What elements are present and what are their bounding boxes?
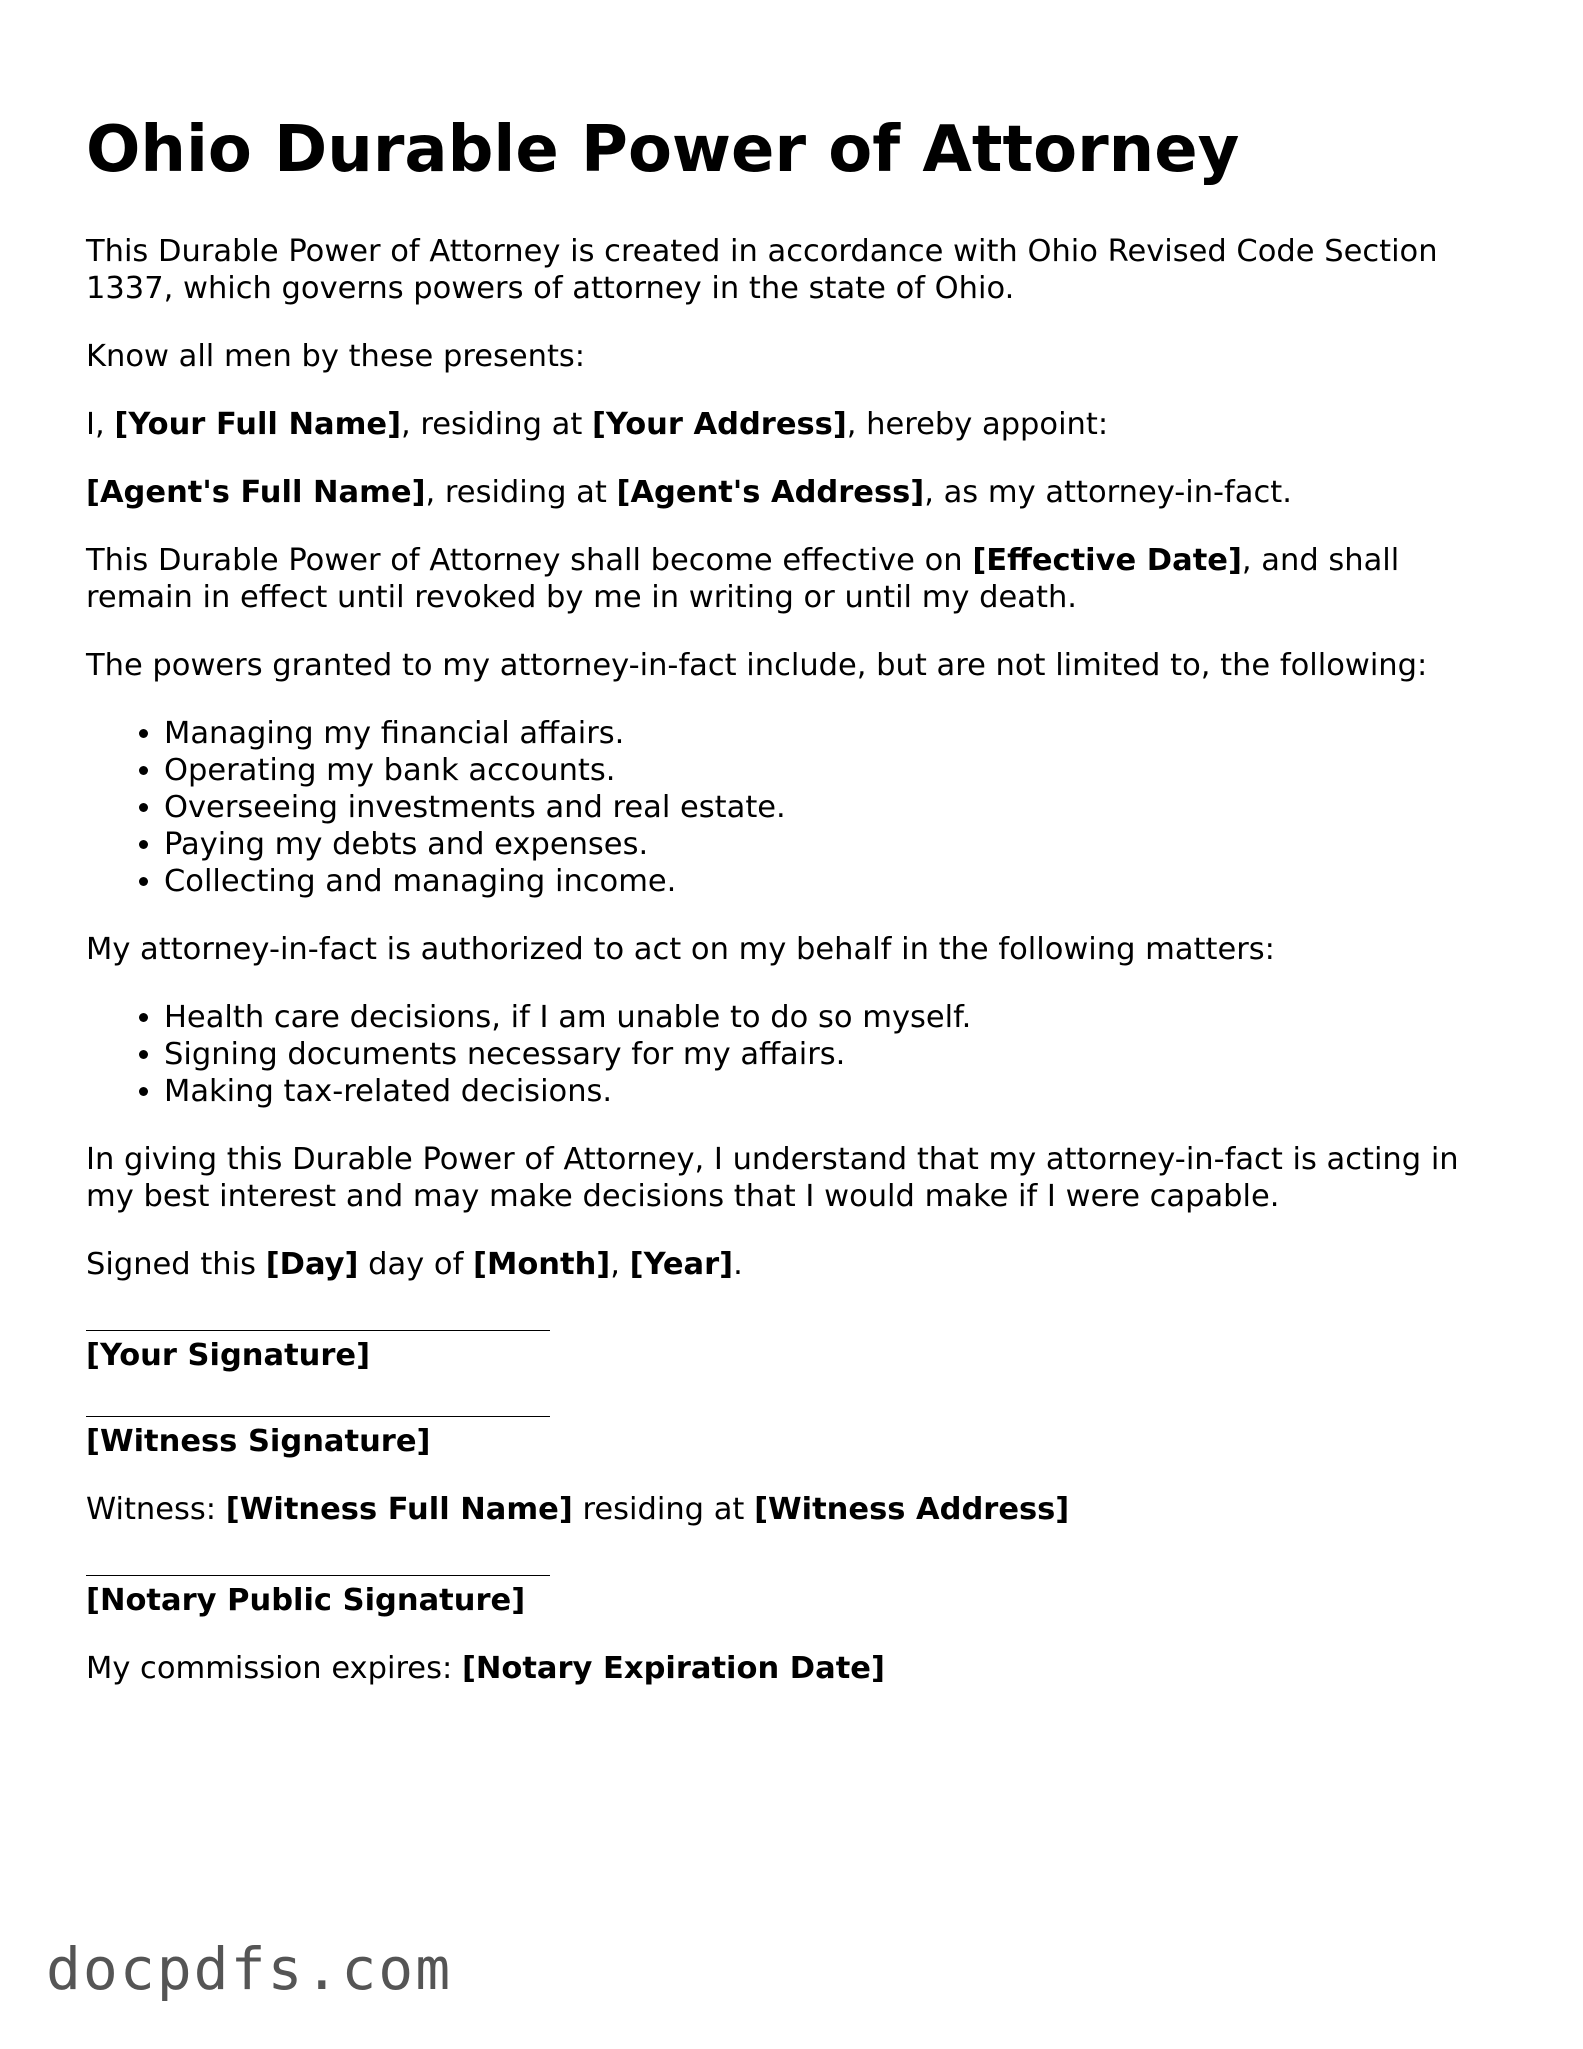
- agent-paragraph: [Agent's Full Name], residing at [Agent's Address], as my attorney-in-fact.: [86, 475, 1292, 510]
- witness-paragraph: Witness: [Witness Full Name] residing at [Witness Address]: [86, 1492, 1070, 1527]
- list-item: • Making tax-related decisions.: [164, 1073, 1506, 1110]
- matters-intro: My attorney-in-fact is authorized to act on my behalf in the following matters:: [86, 932, 1275, 967]
- witness-signature-block: [86, 1416, 1506, 1460]
- watermark-logo: docpdfs.com: [46, 1935, 453, 2003]
- signature-line: [86, 1330, 550, 1331]
- powers-list: [86, 715, 1506, 900]
- year-field: [Year]: [629, 1247, 734, 1282]
- list-item: • Operating my bank accounts.: [164, 752, 1506, 789]
- principal-signature-label: [Your Signature]: [86, 1338, 371, 1373]
- agent-address-field: [Agent's Address]: [616, 475, 925, 510]
- list-item: • Managing my financial affairs.: [164, 715, 1506, 752]
- signature-line: [86, 1575, 550, 1576]
- list-item: • Health care decisions, if I am unable to do so myself.: [164, 999, 1506, 1036]
- month-field: [Month]: [473, 1247, 611, 1282]
- notary-expiration-field: [Notary Expiration Date]: [461, 1651, 885, 1686]
- signed-paragraph: Signed this [Day] day of [Month], [Year].: [86, 1247, 743, 1282]
- powers-intro: The powers granted to my attorney-in-fact include, but are not limited to, the following:: [86, 648, 1428, 683]
- notary-signature-label: [Notary Public Signature]: [86, 1583, 526, 1618]
- intro-paragraph: This Durable Power of Attorney is created in accordance with Ohio Revised Code Section 1337, which governs powers of attorney in the state of Ohio.: [86, 234, 1438, 306]
- list-item: • Paying my debts and expenses.: [164, 826, 1506, 863]
- signature-line: [86, 1416, 550, 1417]
- effective-paragraph: This Durable Power of Attorney shall become effective on [Effective Date], and shall remain in effect until revoked by me in writing or until my death.: [86, 543, 1400, 615]
- document-page: [86, 0, 1506, 1687]
- effective-date-field: [Effective Date]: [972, 543, 1242, 578]
- matters-list: [86, 999, 1506, 1110]
- witness-address-field: [Witness Address]: [754, 1492, 1070, 1527]
- principal-signature-block: [86, 1330, 1506, 1374]
- day-field: [Day]: [265, 1247, 359, 1282]
- list-item: • Overseeing investments and real estate.: [164, 789, 1506, 826]
- agent-name-field: [Agent's Full Name]: [86, 475, 426, 510]
- appoint-paragraph: I, [Your Full Name], residing at [Your Address], hereby appoint:: [86, 407, 1109, 442]
- list-item: • Collecting and managing income.: [164, 863, 1506, 900]
- know-all-paragraph: Know all men by these presents:: [86, 339, 586, 374]
- document-title: Ohio Durable Power of Attorney: [86, 113, 1240, 187]
- witness-signature-label: [Witness Signature]: [86, 1424, 431, 1459]
- list-item: • Signing documents necessary for my affairs.: [164, 1036, 1506, 1073]
- commission-paragraph: My commission expires: [Notary Expiration Date]: [86, 1651, 885, 1686]
- principal-name-field: [Your Full Name]: [114, 407, 402, 442]
- principal-address-field: [Your Address]: [591, 407, 847, 442]
- understanding-paragraph: In giving this Durable Power of Attorney, I understand that my attorney-in-fact is acting in my best interest and may make decisions that I would make if I were capable.: [86, 1142, 1459, 1214]
- witness-name-field: [Witness Full Name]: [225, 1492, 573, 1527]
- notary-signature-block: [86, 1575, 1506, 1619]
